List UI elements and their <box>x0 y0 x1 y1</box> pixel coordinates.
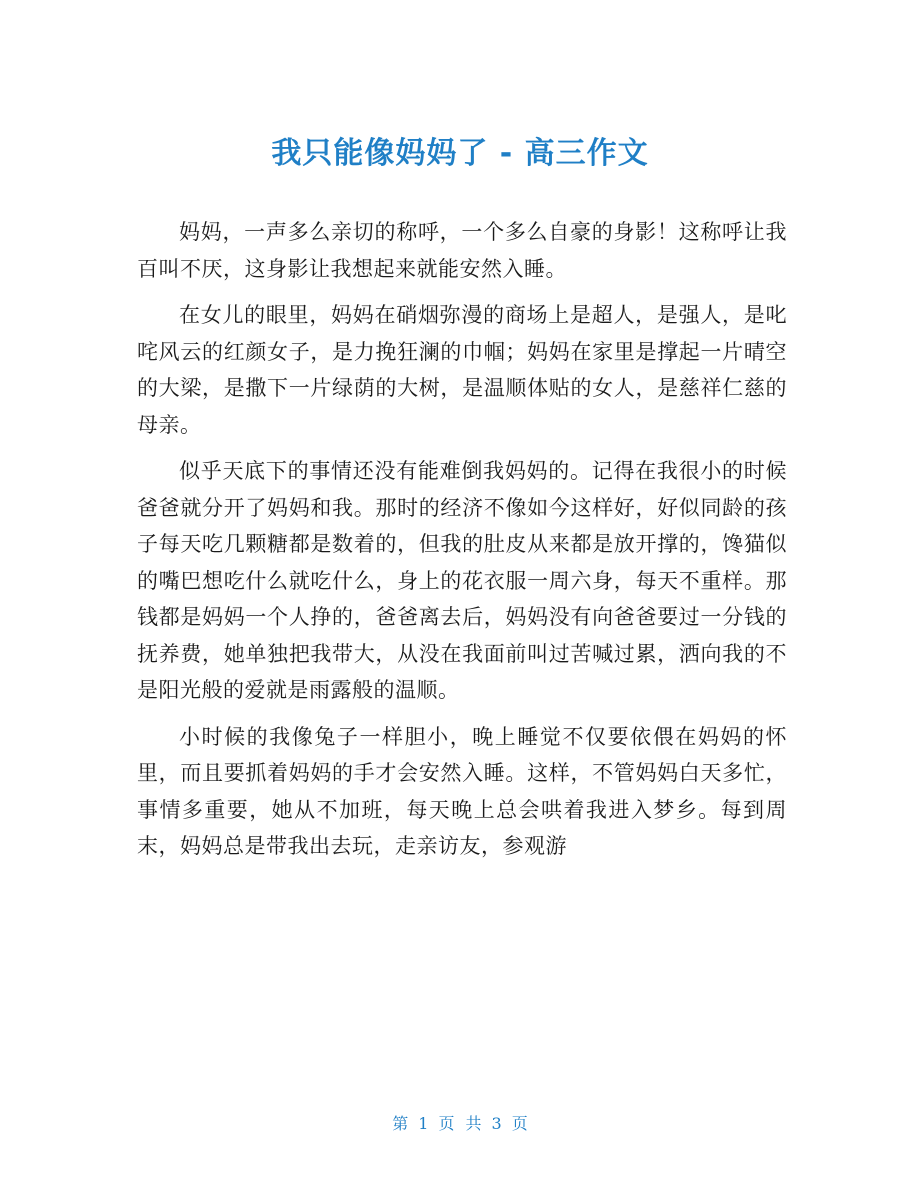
paragraph-1: 妈妈，一声多么亲切的称呼，一个多么自豪的身影！这称呼让我百叫不厌，这身影让我想起来就能安然入睡。 <box>137 220 787 281</box>
paragraph-4: 小时候的我像兔子一样胆小，晚上睡觉不仅要依偎在妈妈的怀里，而且要抓着妈妈的手才会安然入睡。这样，不管妈妈白天多忙，事情多重要，她从不加班，每天晚上总会哄着我进入梦乡。每到周末，妈妈总是带我出去玩，走亲访友，参观游 <box>137 724 787 858</box>
footer-current-page: 1 <box>418 1114 429 1133</box>
footer-suffix: 页 <box>511 1114 528 1133</box>
footer-total-pages: 3 <box>491 1114 502 1133</box>
document-title: 我只能像妈妈了 - 高三作文 <box>271 136 649 172</box>
document-body <box>137 214 787 875</box>
paragraph-3: 似乎天底下的事情还没有能难倒我妈妈的。记得在我很小的时候爸爸就分开了妈妈和我。那时的经济不像如今这样好，好似同龄的孩子每天吃几颗糖都是数着的，但我的肚皮从来都是放开撑的，馋猫似的嘴巴想吃什么就吃什么，身上的花衣服一周六身，每天不重样。那钱都是妈妈一个人挣的，爸爸离去后，妈妈没有向爸爸要过一分钱的抚养费，她单独把我带大，从没在我面前叫过苦喊过累，洒向我的不是阳光般的爱就是雨露般的温顺。 <box>137 459 787 702</box>
footer-prefix: 第 <box>392 1114 409 1133</box>
footer-mid: 页 共 <box>438 1114 482 1133</box>
paragraph-2: 在女儿的眼里，妈妈在硝烟弥漫的商场上是超人，是强人，是叱咤风云的红颜女子，是力挽狂澜的巾帼；妈妈在家里是撑起一片晴空的大梁，是撒下一片绿荫的大树，是温顺体贴的女人，是慈祥仁慈的母亲。 <box>137 303 787 437</box>
page-number-footer <box>0 1112 920 1136</box>
